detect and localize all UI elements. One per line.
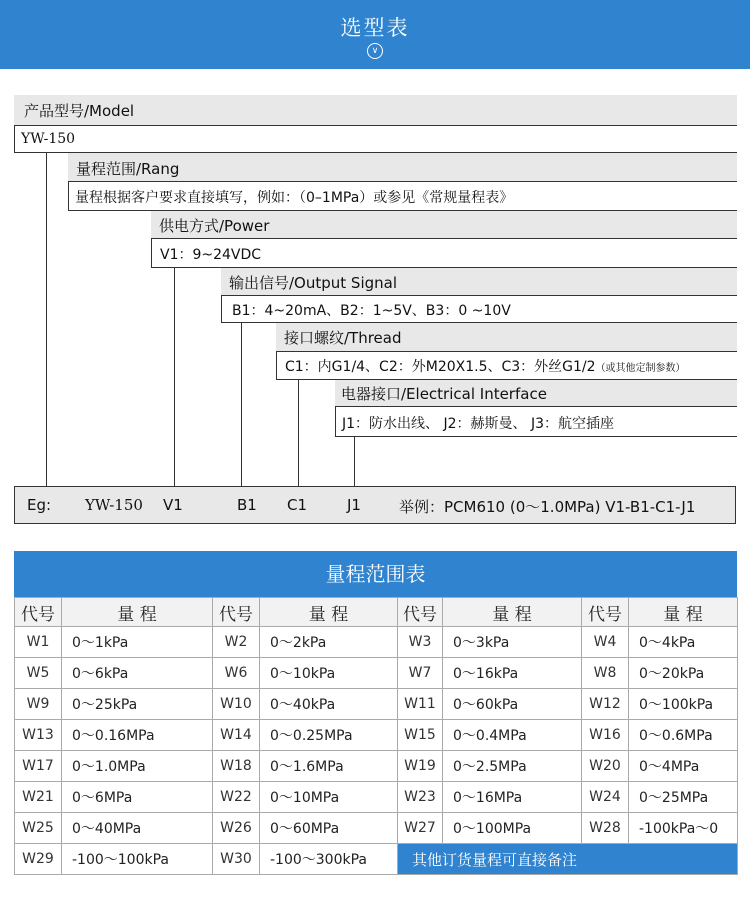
range-code-cell: W23 <box>398 782 443 813</box>
range-code-cell: W24 <box>582 782 629 813</box>
range-value-cell: 0～2.5MPa <box>443 751 582 782</box>
range-code-cell: W17 <box>15 751 62 782</box>
range-code-cell: W16 <box>582 720 629 751</box>
range-code-cell: W4 <box>582 627 629 658</box>
range-value-cell: 0～10MPa <box>260 782 398 813</box>
header-code: 代号 <box>582 598 629 627</box>
range-code-cell: W26 <box>213 813 260 844</box>
range-value-cell: 0～60kPa <box>443 689 582 720</box>
connector-line <box>174 268 175 487</box>
range-value-cell: 0～0.4MPa <box>443 720 582 751</box>
range-code-cell: W30 <box>213 844 260 875</box>
table-row <box>15 689 738 720</box>
range-value-cell: 0～60MPa <box>260 813 398 844</box>
table-row <box>15 782 738 813</box>
range-value-cell: 0～16MPa <box>443 782 582 813</box>
model-value-box: YW-150 <box>14 125 737 153</box>
range-code-cell: W22 <box>213 782 260 813</box>
range-value-cell: 0～4kPa <box>629 627 738 658</box>
table-row <box>15 720 738 751</box>
header-range: 量 程 <box>62 598 213 627</box>
power-section-box: V1：9~24VDC <box>151 238 737 268</box>
table-row <box>15 658 738 689</box>
connector-line <box>46 153 47 487</box>
range-value-cell: 0～100MPa <box>443 813 582 844</box>
example-code-electrical: J1 <box>347 496 361 514</box>
range-table-header <box>15 598 738 627</box>
range-code-cell: W19 <box>398 751 443 782</box>
table-row <box>15 813 738 844</box>
range-code-cell: W18 <box>213 751 260 782</box>
range-table <box>14 597 738 875</box>
electrical-section-label: 电器接口/Electrical Interface <box>335 380 737 407</box>
model-label: 产品型号/Model <box>14 95 737 125</box>
range-value-cell: 0～25kPa <box>62 689 213 720</box>
range-code-cell: W2 <box>213 627 260 658</box>
range-table-title: 量程范围表 <box>14 551 737 597</box>
range-value-cell: 0～4MPa <box>629 751 738 782</box>
header-range: 量 程 <box>260 598 398 627</box>
range-value-cell: 0～100kPa <box>629 689 738 720</box>
range-value-cell: 0～1kPa <box>62 627 213 658</box>
example-model: YW-150 <box>85 496 143 514</box>
example-code-thread: C1 <box>287 496 308 514</box>
example-code-output: B1 <box>237 496 257 514</box>
thread-section-label: 接口螺纹/Thread <box>276 323 737 351</box>
output-section-label: 输出信号/Output Signal <box>221 268 737 296</box>
range-value-cell: 0～20kPa <box>629 658 738 689</box>
range-code-cell: W7 <box>398 658 443 689</box>
range-value-cell: -100～300kPa <box>260 844 398 875</box>
header-code: 代号 <box>398 598 443 627</box>
range-section-label: 量程范围/Rang <box>68 153 737 183</box>
header-banner <box>0 0 750 69</box>
range-code-cell: W1 <box>15 627 62 658</box>
range-value-cell: 0～1.6MPa <box>260 751 398 782</box>
range-code-cell: W20 <box>582 751 629 782</box>
range-note-cell: 其他订货量程可直接备注 <box>398 844 738 875</box>
power-section-label: 供电方式/Power <box>151 211 737 239</box>
page-title: 选型表 <box>340 16 410 40</box>
example-row <box>14 486 736 524</box>
range-code-cell: W9 <box>15 689 62 720</box>
electrical-section-box: J1：防水出线、 J2：赫斯曼、 J3：航空插座 <box>335 406 737 437</box>
range-code-cell: W10 <box>213 689 260 720</box>
range-value-cell: -100kPa～0 <box>629 813 738 844</box>
connector-line <box>298 380 299 487</box>
range-value-cell: 0～16kPa <box>443 658 582 689</box>
range-code-cell: W28 <box>582 813 629 844</box>
range-code-cell: W3 <box>398 627 443 658</box>
range-value-cell: 0～0.16MPa <box>62 720 213 751</box>
range-value-cell: 0～2kPa <box>260 627 398 658</box>
example-prefix: Eg: <box>27 496 52 514</box>
range-value-cell: 0～0.25MPa <box>260 720 398 751</box>
range-code-cell: W29 <box>15 844 62 875</box>
range-section-box: 量程根据客户要求直接填写，例如：（0–1MPa）或参见《常规量程表》 <box>68 181 737 211</box>
range-value-cell: 0～40MPa <box>62 813 213 844</box>
header-range: 量 程 <box>629 598 738 627</box>
range-code-cell: W6 <box>213 658 260 689</box>
range-value-cell: 0～10kPa <box>260 658 398 689</box>
example-text: 举例：PCM610 (0～1.0MPa) V1-B1-C1-J1 <box>399 498 696 516</box>
table-row <box>15 751 738 782</box>
range-value-cell: 0～6kPa <box>62 658 213 689</box>
chevron-down-circle-icon[interactable]: ∨ <box>367 43 383 59</box>
range-value-cell: 0～3kPa <box>443 627 582 658</box>
range-code-cell: W12 <box>582 689 629 720</box>
connector-line <box>354 437 355 487</box>
range-value-cell: 0～0.6MPa <box>629 720 738 751</box>
example-code-power: V1 <box>163 496 183 514</box>
header-range: 量 程 <box>443 598 582 627</box>
range-value-cell: 0～6MPa <box>62 782 213 813</box>
range-code-cell: W25 <box>15 813 62 844</box>
range-code-cell: W11 <box>398 689 443 720</box>
range-value-cell: 0～25MPa <box>629 782 738 813</box>
table-row <box>15 627 738 658</box>
range-value-cell: 0～40kPa <box>260 689 398 720</box>
range-code-cell: W13 <box>15 720 62 751</box>
range-value-cell: -100～100kPa <box>62 844 213 875</box>
range-code-cell: W14 <box>213 720 260 751</box>
range-code-cell: W27 <box>398 813 443 844</box>
range-code-cell: W15 <box>398 720 443 751</box>
thread-section-box: C1：内G1/4、C2：外M20X1.5、C3：外丝G1/2（或其他定制参数） <box>276 351 737 380</box>
range-code-cell: W5 <box>15 658 62 689</box>
output-section-box: B1：4~20mA、B2：1~5V、B3：0 ~10V <box>221 295 737 323</box>
header-code: 代号 <box>213 598 260 627</box>
range-value-cell: 0～1.0MPa <box>62 751 213 782</box>
range-code-cell: W8 <box>582 658 629 689</box>
table-row <box>15 844 738 875</box>
connector-line <box>241 323 242 487</box>
range-code-cell: W21 <box>15 782 62 813</box>
header-code: 代号 <box>15 598 62 627</box>
